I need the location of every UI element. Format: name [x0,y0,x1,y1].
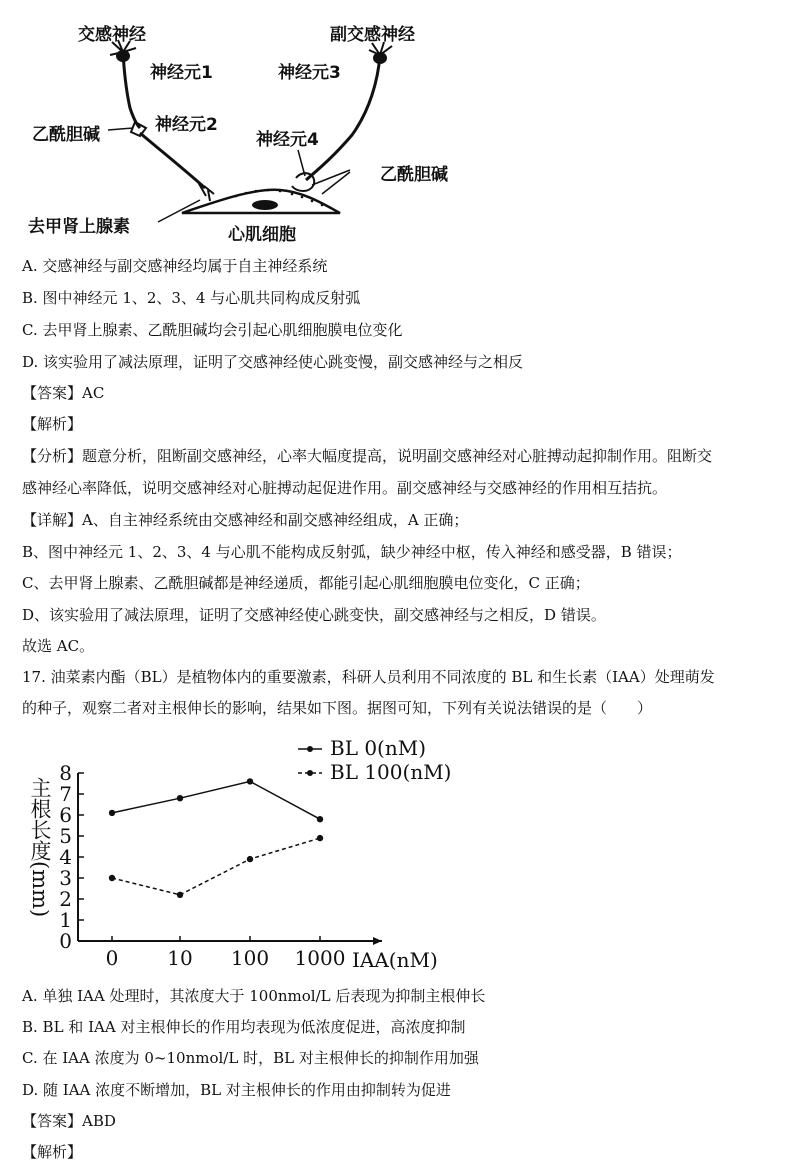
chart-axes [78,773,382,945]
label-parasympathetic: 副交感神经 [330,25,415,45]
ach-right-pointers [312,170,350,194]
x-axis-arrow [373,937,382,945]
synapse-1-2 [131,122,146,136]
nerve-heart-diagram [0,0,480,245]
neuron2-terminal [198,182,214,201]
q16-option-b: B. 图中神经元 1、2、3、4 与心肌共同构成反射弧 [22,289,361,307]
y-tick-label: 3 [59,866,72,890]
x-tick-label: 0 [105,946,119,970]
q17-option-c: C. 在 IAA 浓度为 0~10nmol/L 时，BL 对主根伸长的抑制作用加强 [22,1049,479,1067]
q16-detail-b: B、图中神经元 1、2、3、4 与心肌不能构成反射弧，缺少神经中枢，传入神经和感受器，B 错误； [22,543,682,561]
q16-conclusion: 故选 AC。 [22,637,95,655]
iaa-bl-line-chart [0,725,470,980]
legend-marker [307,770,313,776]
data-point [247,856,253,862]
y-tick-label: 0 [59,929,72,953]
label-neuron1: 神经元1 [150,63,213,83]
neuron1-soma [116,50,130,62]
neuron2-axon [140,133,205,188]
chart-legend [298,736,451,784]
q16-detail-c: C、去甲肾上腺素、乙酰胆碱都是神经递质，都能引起心肌细胞膜电位变化，C 正确； [22,574,590,592]
legend-label: BL 100(nM) [330,760,452,784]
x-tick-label: 1000 [294,946,346,970]
y-tick-label: 2 [59,887,72,911]
q16-answer: 【答案】AC [22,384,105,402]
label-neuron4: 神经元4 [256,130,319,150]
data-point [109,810,115,816]
q17-answer: 【答案】ABD [22,1112,116,1130]
data-point [109,875,115,881]
q16-analysis-line1: 【分析】题意分析，阻断副交感神经，心率大幅度提高，说明副交感神经对心脏搏动起抑制作用。阻断交 [22,447,713,465]
neuron1-axon [123,52,140,128]
heart-cell-nucleus [252,200,278,210]
y-tick-label: 4 [59,845,72,869]
q17-stem-line2: 的种子，观察二者对主根伸长的影响，结果如下图。据图可知，下列有关说法错误的是（ ） [22,699,653,717]
q17-option-b: B. BL 和 IAA 对主根伸长的作用均表现为低浓度促进，高浓度抑制 [22,1018,466,1036]
y-tick-label: 1 [59,908,72,932]
data-point [177,795,183,801]
label-heart-cell: 心肌细胞 [228,225,296,245]
q16-option-d: D. 该实验用了减法原理，证明了交感神经使心跳变慢，副交感神经与之相反 [22,353,524,371]
q16-option-a: A. 交感神经与副交感神经均属于自主神经系统 [22,257,328,275]
label-norepinephrine: 去甲肾上腺素 [28,217,130,237]
q17-option-a: A. 单独 IAA 处理时，其浓度大于 100nmol/L 后表现为抑制主根伸长 [22,987,486,1005]
neuron4-pointer [298,150,305,176]
label-ach-left: 乙酰胆碱 [32,125,100,145]
neuron4-terminal [292,173,314,191]
q16-detail-a: 【详解】A、自主神经系统由交感神经和副交感神经组成，A 正确； [22,511,469,529]
q17-analysis-heading: 【解析】 [22,1143,83,1161]
y-tick-label: 7 [59,782,72,806]
ach-left-pointer [108,128,133,130]
x-tick-label: 10 [167,946,193,970]
q16-detail-d: D、该实验用了减法原理，证明了交感神经使心跳变快，副交感神经与之相反，D 错误。 [22,606,606,624]
chart-series [109,778,323,898]
x-tick-label: 100 [230,946,270,970]
label-neuron3: 神经元3 [278,63,341,83]
data-point [247,778,253,784]
data-point [317,835,323,841]
y-tick-label: 6 [59,803,72,827]
series-line-1 [112,781,320,819]
data-point [177,892,183,898]
legend-marker [307,746,313,752]
chart-y-ticks [59,761,84,953]
label-neuron2: 神经元2 [155,115,218,135]
q16-analysis-line2: 感神经心率降低，说明交感神经对心脏搏动起促进作用。副交感神经与交感神经的作用相互拮抗。 [22,479,668,497]
q16-option-c: C. 去甲肾上腺素、乙酰胆碱均会引起心肌细胞膜电位变化 [22,321,403,339]
q16-analysis-heading: 【解析】 [22,415,83,433]
legend-label: BL 0(nM) [330,736,427,760]
y-tick-label: 5 [59,824,72,848]
neuron3-soma [373,52,387,64]
series-line-2 [112,838,320,895]
label-sympathetic: 交感神经 [78,25,146,45]
data-point [317,816,323,822]
y-tick-label: 8 [59,761,72,785]
label-ach-right: 乙酰胆碱 [380,165,448,185]
chart-y-label: 主根长度(mm) [28,777,52,918]
q17-stem-line1: 17. 油菜素内酯（BL）是植物体内的重要激素，科研人员利用不同浓度的 BL 和生长素（IAA）处理萌发 [22,668,715,686]
q17-option-d: D. 随 IAA 浓度不断增加，BL 对主根伸长的作用由抑制转为促进 [22,1081,451,1099]
chart-x-label: IAA(nM) [352,948,438,972]
